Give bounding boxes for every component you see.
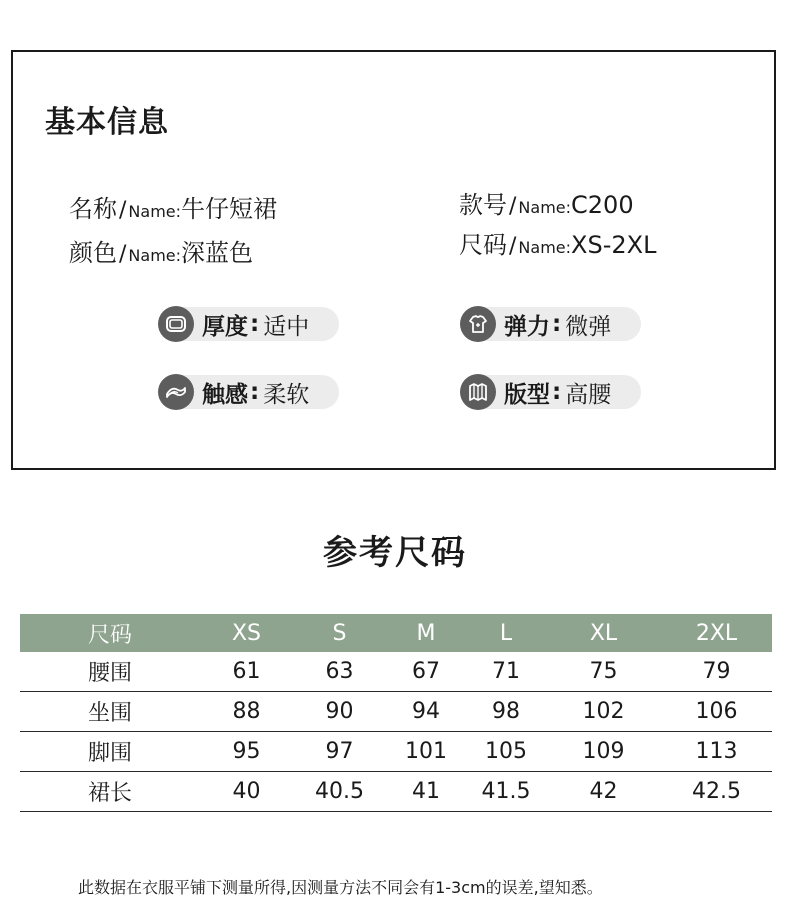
table-cell: 40 xyxy=(200,772,293,812)
table-cell: 97 xyxy=(293,732,386,772)
spec-color xyxy=(69,233,253,268)
basic-info-panel xyxy=(11,50,776,470)
table-cell: 41 xyxy=(386,772,466,812)
size-chart-title: 参考尺码 xyxy=(323,533,467,573)
spec-separator: / xyxy=(509,234,517,259)
spec-colon: : xyxy=(565,238,572,257)
attribute-colon: : xyxy=(250,379,260,405)
header-cell: XS xyxy=(200,614,293,652)
spec-size-range xyxy=(459,225,656,260)
table-cell: 63 xyxy=(293,652,386,692)
table-cell: 98 xyxy=(466,692,546,732)
attribute-label: 厚度 xyxy=(202,313,248,340)
table-cell: 113 xyxy=(661,732,772,772)
spec-label: 款号 xyxy=(459,191,507,219)
attribute-label: 弹力 xyxy=(504,313,550,340)
table-row xyxy=(20,732,772,772)
spec-label-en: Name xyxy=(128,246,176,265)
table-cell: 101 xyxy=(386,732,466,772)
attribute-value: 柔软 xyxy=(263,381,310,408)
table-cell: 88 xyxy=(200,692,293,732)
table-cell: 94 xyxy=(386,692,466,732)
size-chart-table xyxy=(20,614,772,812)
spec-label: 颜色 xyxy=(69,239,117,267)
attribute-value: 适中 xyxy=(263,313,310,340)
touch-icon xyxy=(158,374,194,410)
spec-colon: : xyxy=(175,246,182,265)
spec-label-en: Name xyxy=(128,202,176,221)
spec-separator: / xyxy=(119,242,127,267)
header-cell: M xyxy=(386,614,466,652)
table-cell: 105 xyxy=(466,732,546,772)
header-cell: L xyxy=(466,614,546,652)
table-cell: 67 xyxy=(386,652,466,692)
table-cell: 61 xyxy=(200,652,293,692)
table-cell: 109 xyxy=(546,732,661,772)
header-cell: 尺码 xyxy=(20,614,200,652)
spec-separator: / xyxy=(509,194,517,219)
table-cell: 102 xyxy=(546,692,661,732)
spec-colon: : xyxy=(175,202,182,221)
attribute-touch xyxy=(159,375,339,409)
attribute-label: 触感 xyxy=(202,381,248,408)
spec-separator: / xyxy=(119,198,127,223)
header-cell: S xyxy=(293,614,386,652)
attribute-fit xyxy=(461,375,641,409)
table-cell: 42 xyxy=(546,772,661,812)
attribute-thickness xyxy=(159,307,339,341)
table-cell: 71 xyxy=(466,652,546,692)
basic-info-title: 基本信息 xyxy=(45,105,169,140)
spec-label: 尺码 xyxy=(459,231,507,259)
spec-value: XS-2XL xyxy=(571,231,657,259)
table-cell: 42.5 xyxy=(661,772,772,812)
measurement-note: 此数据在衣服平铺下测量所得,因测量方法不同会有1-3cm的误差,望知悉。 xyxy=(78,878,603,897)
table-cell: 75 xyxy=(546,652,661,692)
table-cell: 40.5 xyxy=(293,772,386,812)
attribute-colon: : xyxy=(552,311,562,337)
attribute-colon: : xyxy=(552,379,562,405)
spec-value: 深蓝色 xyxy=(181,239,254,267)
table-row xyxy=(20,692,772,732)
spec-colon: : xyxy=(565,198,572,217)
table-cell: 脚围 xyxy=(20,732,200,772)
elasticity-icon xyxy=(460,306,496,342)
attribute-value: 高腰 xyxy=(565,381,612,408)
spec-label-en: Name xyxy=(518,198,566,217)
table-cell: 腰围 xyxy=(20,652,200,692)
table-cell: 106 xyxy=(661,692,772,732)
spec-value: 牛仔短裙 xyxy=(181,195,278,223)
table-cell: 95 xyxy=(200,732,293,772)
table-header-row xyxy=(20,614,772,652)
fit-icon xyxy=(460,374,496,410)
table-row xyxy=(20,772,772,812)
spec-label-en: Name xyxy=(518,238,566,257)
table-cell: 坐围 xyxy=(20,692,200,732)
thickness-icon xyxy=(158,306,194,342)
spec-style-number xyxy=(459,185,634,220)
spec-value: C200 xyxy=(571,191,634,219)
attribute-elasticity xyxy=(461,307,641,341)
table-cell: 裙长 xyxy=(20,772,200,812)
spec-label: 名称 xyxy=(69,195,117,223)
attribute-label: 版型 xyxy=(504,381,550,408)
attribute-colon: : xyxy=(250,311,260,337)
header-cell: 2XL xyxy=(661,614,772,652)
attribute-value: 微弹 xyxy=(565,313,612,340)
table-cell: 41.5 xyxy=(466,772,546,812)
table-cell: 90 xyxy=(293,692,386,732)
table-row xyxy=(20,652,772,692)
header-cell: XL xyxy=(546,614,661,652)
spec-product-name xyxy=(69,189,277,224)
table-cell: 79 xyxy=(661,652,772,692)
